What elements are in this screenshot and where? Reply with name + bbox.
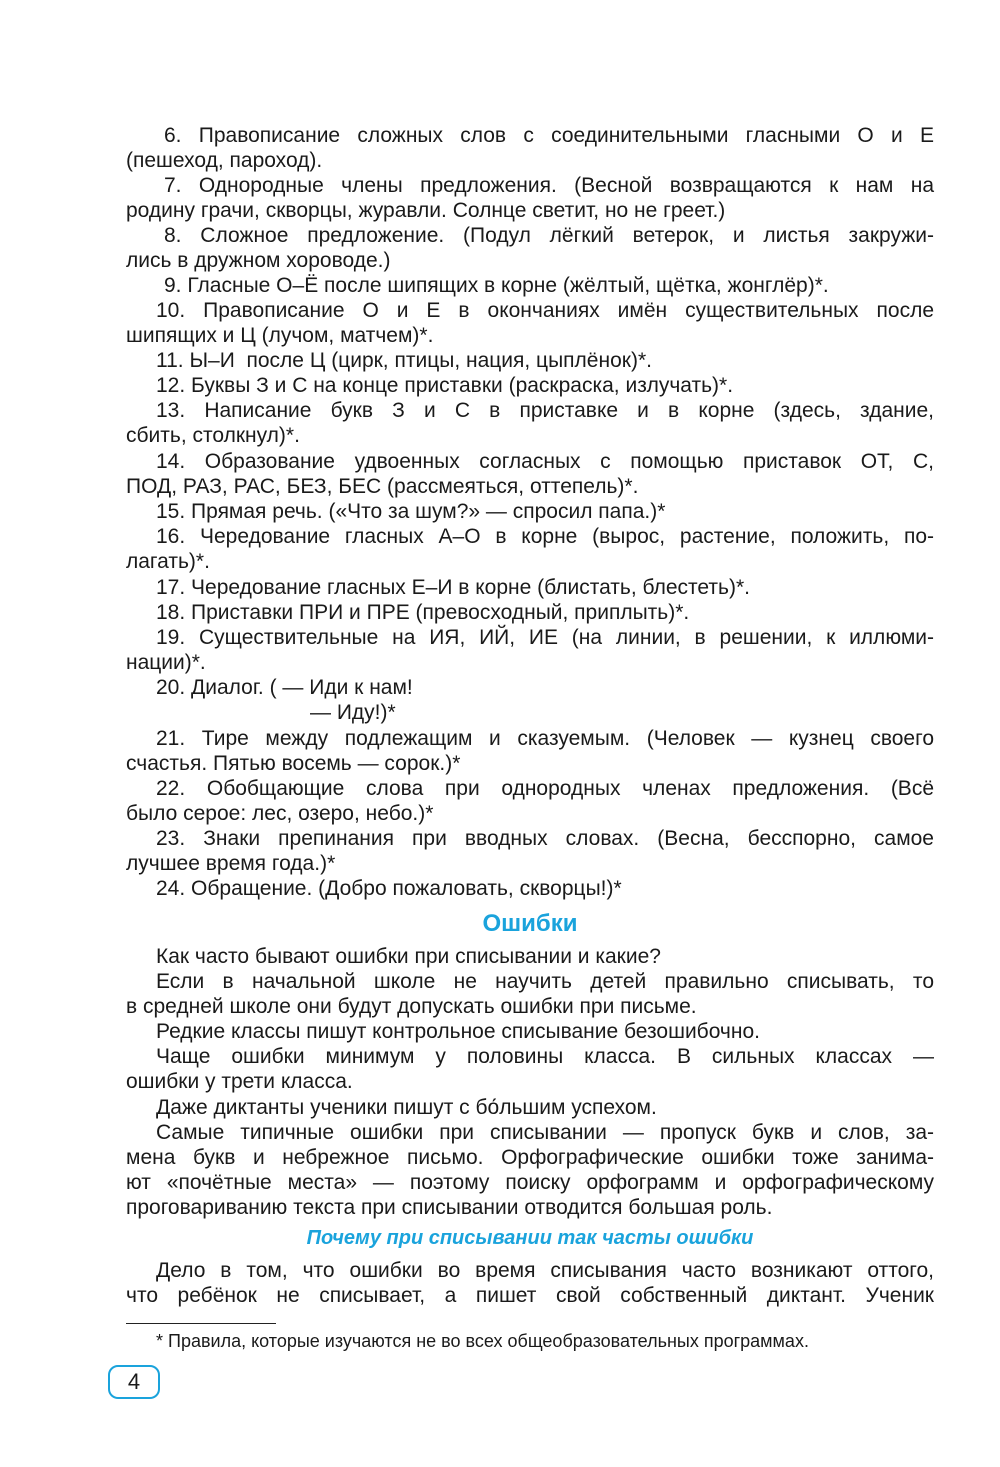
list-item-6-line-1: 6. Правописание сложных слов с соединительными гласными О и Е: [164, 124, 934, 147]
paragraph-4-line-2: ошибки у трети класса.: [126, 1070, 353, 1093]
list-item-10-line-2: шипящих и Ц (лучом, матчем)*.: [126, 324, 434, 347]
list-item-21-line-2: счастья. Пятью восемь — сорок.)*: [126, 752, 461, 775]
paragraph-4-line-1: Чаще ошибки минимум у половины класса. В сильных классах —: [156, 1045, 934, 1068]
list-item-14-line-2: ПОД, РАЗ, РАС, БЕЗ, БЕС (рассмеяться, оттепель)*.: [126, 475, 639, 498]
list-item-20-line-1: 20. Диалог. ( — Иди к нам!: [156, 676, 413, 699]
footnote: * Правила, которые изучаются не во всех общеобразовательных программах.: [156, 1331, 809, 1351]
paragraph-2-line-1: Если в начальной школе не научить детей правильно списывать, то: [156, 970, 934, 993]
list-item-21-line-1: 21. Тире между подлежащим и сказуемым. (Человек — кузнец своего: [156, 727, 934, 750]
list-item-8-line-1: 8. Сложное предложение. (Подул лёгкий ветерок, и листья закружи-: [164, 224, 934, 247]
paragraph-1: Как часто бывают ошибки при списывании и какие?: [156, 945, 661, 968]
list-item-19-line-2: нации)*.: [126, 651, 206, 674]
list-item-7-line-2: родину грачи, скворцы, журавли. Солнце светит, но не греет.): [126, 199, 726, 222]
footnote-divider: [126, 1323, 276, 1324]
list-item-20-line-2: — Иду!)*: [310, 701, 396, 724]
section-title: Ошибки: [482, 910, 578, 937]
paragraph-6-line-1: Самые типичные ошибки при списывании — пропуск букв и слов, за-: [156, 1121, 934, 1144]
paragraph-5: Даже диктанты ученики пишут с бо́льшим успехом.: [156, 1096, 657, 1119]
list-item-6-line-2: (пешеход, пароход).: [126, 149, 323, 172]
paragraph-6-line-4: проговариванию текста при списывании отводится большая роль.: [126, 1196, 773, 1219]
list-item-19-line-1: 19. Существительные на ИЯ, ИЙ, ИЕ (на линии, в решении, к иллюми-: [156, 626, 934, 649]
final-paragraph-line-1: Дело в том, что ошибки во время списывания часто возникают оттого,: [156, 1259, 934, 1282]
list-item-16-line-2: лагать)*.: [126, 550, 210, 573]
final-paragraph-line-2: что ребёнок не списывает, а пишет свой собственный диктант. Ученик: [126, 1284, 934, 1307]
paragraph-6-line-2: мена букв и небрежное письмо. Орфографические ошибки тоже занима-: [126, 1146, 934, 1169]
paragraph-3: Редкие классы пишут контрольное списывание безошибочно.: [156, 1020, 760, 1043]
subsection-title: Почему при списывании так часты ошибки: [306, 1227, 754, 1249]
list-item-17: 17. Чередование гласных Е–И в корне (блистать, блестеть)*.: [156, 576, 750, 599]
list-item-15: 15. Прямая речь. («Что за шум?» — спросил папа.)*: [156, 500, 666, 523]
list-item-14-line-1: 14. Образование удвоенных согласных с помощью приставок ОТ, С,: [156, 450, 934, 473]
list-item-7-line-1: 7. Однородные члены предложения. (Весной возвращаются к нам на: [164, 174, 934, 197]
list-item-22-line-2: было серое: лес, озеро, небо.)*: [126, 802, 434, 825]
list-item-11: 11. Ы–И после Ц (цирк, птицы, нация, цыплёнок)*.: [156, 349, 652, 372]
list-item-22-line-1: 22. Обобщающие слова при однородных членах предложения. (Всё: [156, 777, 934, 800]
list-item-8-line-2: лись в дружном хороводе.): [126, 249, 391, 272]
list-item-18: 18. Приставки ПРИ и ПРЕ (превосходный, приплыть)*.: [156, 601, 690, 624]
list-item-10-line-1: 10. Правописание О и Е в окончаниях имён существительных после: [156, 299, 934, 322]
list-item-23-line-1: 23. Знаки препинания при вводных словах. (Весна, бесспорно, самое: [156, 827, 934, 850]
paragraph-2-line-2: в средней школе они будут допускать ошибки при письме.: [126, 995, 697, 1018]
list-item-16-line-1: 16. Чередование гласных А–О в корне (вырос, растение, положить, по-: [156, 525, 934, 548]
list-item-9: 9. Гласные О–Ё после шипящих в корне (жёлтый, щётка, жонглёр)*.: [164, 274, 829, 297]
list-item-13-line-2: сбить, столкнул)*.: [126, 424, 300, 447]
paragraph-6-line-3: ют «почётные места» — поэтому поиску орфограмм и орфографическому: [126, 1171, 934, 1194]
list-item-13-line-1: 13. Написание букв З и С в приставке и в корне (здесь, здание,: [156, 399, 934, 422]
page-number: 4: [108, 1365, 160, 1399]
list-item-23-line-2: лучшее время года.)*: [126, 852, 336, 875]
list-item-24: 24. Обращение. (Добро пожаловать, скворцы!)*: [156, 877, 622, 900]
list-item-12: 12. Буквы З и С на конце приставки (раскраска, излучать)*.: [156, 374, 734, 397]
